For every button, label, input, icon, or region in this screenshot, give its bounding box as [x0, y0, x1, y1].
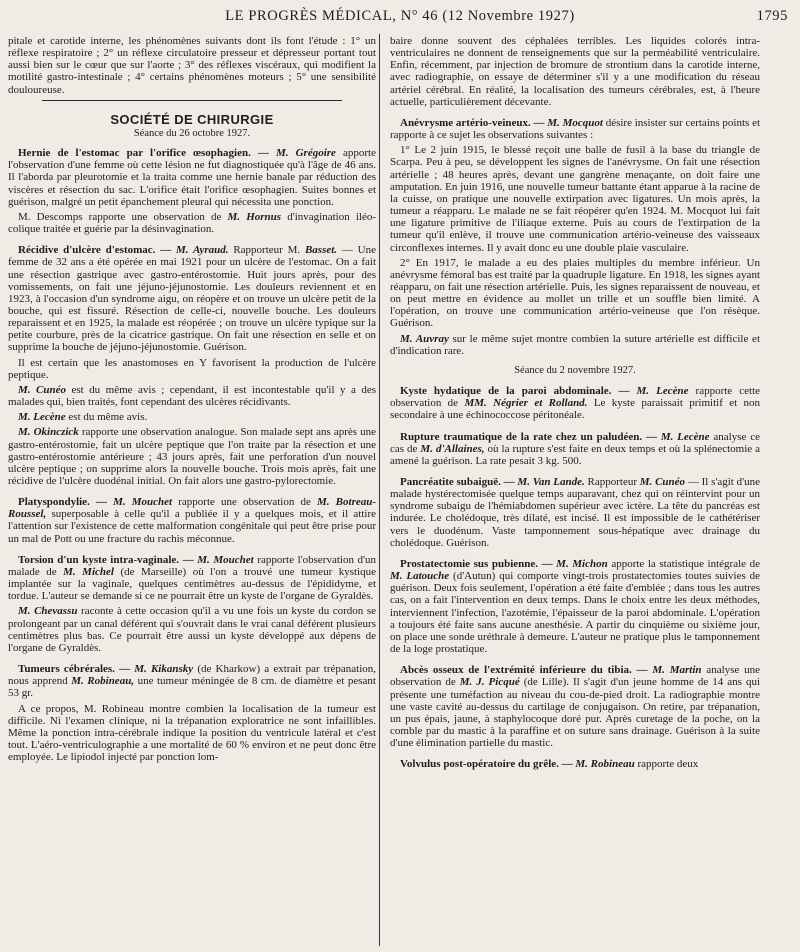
- article-text: une tumeur méningée de 8 cm. de diamètre et pesant 53 gr.: [8, 675, 376, 700]
- article-paragraph: [390, 558, 760, 655]
- author-name: M. Mouchet: [113, 496, 173, 509]
- article-paragraph: [390, 431, 760, 467]
- article-paragraph: [8, 244, 376, 353]
- session-date: Séance du 26 octobre 1927.: [133, 127, 251, 139]
- author-name: M. Lecène: [18, 411, 66, 424]
- article-heading: Prostatectomie sus pubienne. —: [400, 557, 553, 570]
- reporter-name: Basset.: [304, 244, 338, 257]
- author-name: M. Cunéo: [639, 476, 686, 488]
- author-name: M. Mocquot: [547, 116, 603, 129]
- column-divider: [379, 34, 380, 946]
- author-name: M. Auvray: [400, 332, 449, 345]
- author-name: M. d'Allaines,: [420, 442, 485, 455]
- author-name: M. J. Picqué: [459, 676, 520, 689]
- article-heading: Kyste hydatique de la paroi abdominale. —: [400, 385, 630, 398]
- article-text: (d'Autun) qui comporte vingt-trois prostatectomies toutes suivies de guérison. Deux fois seulement, l'opération a été faite d'emblée ; dans tous les autres cas, on a fait l'intervention en deux temps. Dans le choix entre les deux méthodes, interviennent l'infection, l'azotémie, l'épaisseur de la paroi abdominale. L'opération a toujours été faite sans aucune anesthésie. A partir du cinquième ou sixième jour, on place une sonde uréthrale à demeure. L'auteur ne pratique plus le tamponnement de la loge prostatique.: [390, 570, 761, 656]
- article-text: (de Marseille) où l'on a trouvé une tumeur kystique implantée sur la vaginale, quelques centimètres au-dessus de l'épididyme, et tordue. L'auteur se demande si ce ne pourrait être un kyste de l'organe de Gyraldès.: [8, 565, 376, 603]
- right-column: [390, 35, 760, 773]
- continued-paragraph: baire donne souvent des céphalées terribles. Les liquides colorés intra-ventriculaires ne donnent de renseignements que sur la perméabilité ventriculaire. Enfin, récemment, par injection de bromure de strontium dans la carotide interne, avec radiographie, on essaye de déterminer s'il y a une modification du réseau artériel cérébral. En réalité, la localisation des tumeurs cérébrales, est, à l'heure actuelle, particulièrement décevante.: [390, 35, 760, 108]
- article-text: — Une femme de 32 ans a été opérée en mai 1921 pour un ulcère de l'estomac. On a fait une résection gastrique avec gastro-entérostomie. Huit jours après, pour des vomissements, on fait une jéjuno-jéjunostomie. Les douleurs reviennent et en 1923, à l'occasion d'un syndrome aigu, on réopère et on trouve un ulcère petit de la bouche, qui est fissuré. Résection de celle-ci, nouvelle bouche. Les douleurs reparaissent et en 1925, la malade est réopérée ; on trouve un ulcère typique sur la petite courbure, près de la cicatrice gastrique. On fait une résection en selle et on supprime la bouche de jéjuno-jéjunostomie. Guérison.: [8, 244, 377, 354]
- article-paragraph: [390, 664, 760, 749]
- article-paragraph: [8, 147, 376, 208]
- article-heading: Anévrysme artério-veineux. —: [400, 116, 545, 129]
- article-text: rapporte l'observation d'un malade de: [8, 553, 377, 578]
- article-paragraph: [390, 476, 760, 549]
- article-text: où la rupture s'est faite en deux temps et où la splénectomie a amené la guérison. La rate pesait 3 kg. 500.: [390, 442, 761, 467]
- article-heading: Tumeurs cébrérales. —: [18, 663, 131, 676]
- article-heading: Pancréatite subaiguë. —: [400, 476, 515, 488]
- author-name: M. Botreau-Roussel,: [8, 496, 377, 521]
- session-date: Séance du 2 novembre 1927.: [514, 364, 636, 376]
- author-name: M. Hornus: [227, 210, 282, 223]
- article-heading: Récidive d'ulcère d'estomac. —: [18, 244, 172, 257]
- article-text: rapporte une observation de: [178, 496, 311, 509]
- article-paragraph: [8, 605, 376, 654]
- article-heading: Torsion d'un kyste intra-vaginale. —: [18, 553, 194, 566]
- article-heading: Volvulus post-opératoire du grêle. —: [400, 758, 573, 771]
- article-text: est du même avis ; cependant, il est incontestable qu'il y a des malades qui, bien traités, font cependant des ulcères récidivants.: [8, 383, 376, 409]
- article-text: rapporte cette observation de: [390, 385, 761, 410]
- article-paragraph: [8, 411, 376, 423]
- article-text: Le kyste paraissait primitif et non secondaire à une échinococcose péritonéale.: [390, 397, 761, 422]
- author-name: M. Latouche: [390, 570, 450, 583]
- author-name: M. Chevassu: [18, 605, 78, 618]
- article-text: analyse une observation de: [390, 664, 760, 689]
- author-name: M. Michon: [556, 557, 608, 570]
- article-paragraph: A ce propos, M. Robineau montre combien la localisation de la tumeur est difficile. Ni l'examen clinique, ni la trépanation exploratrice ne sont infaillibles. Même la ponction intra-cérébrale indique la position du ventricule latéral et c'est tout. L'aéro-ventriculographie a une mortalité de 60 % environ et ne peut donc être employée. Le lipiodol injecté par ponction lom-: [8, 702, 376, 764]
- author-name: M. Kikansky: [134, 663, 194, 676]
- article-text: (de Lille). Il s'agit d'un jeune homme de 14 ans qui présente une tuméfaction au niveau du cou-de-pied droit. La radiographie montre une vaste cavité au-dessus du cartilage de conjugaison. On retire, par trépanation, un pus épais, jaune, à staphylocoque doré pur. Après curetage de la poche, on la comble par du mastic à la paraffine et on suture sans drainage. Guérison à la suite d'une élimination partielle du mastic.: [390, 676, 760, 750]
- article-text: analyse ce cas de: [390, 430, 760, 455]
- article-text: désire insister sur certains points et rapporte à ce sujet les observations suivantes :: [390, 116, 761, 142]
- article-text: rapporte deux: [637, 758, 699, 771]
- article-paragraph: [8, 554, 376, 603]
- article-paragraph: [8, 384, 376, 408]
- article-text: apporte l'observation d'une femme où cette lésion ne fut diagnostiquée qu'à l'âge de 46 ans. Il l'aborda par pleurotomie et la traita comme une hernie banale par réduction des viscères et résection du sac. L'orifice était l'orifice œsophagien. Suites bonnes et guérison, malgré un petit épanchement pleural qui nécessita une ponction.: [8, 147, 376, 208]
- article-paragraph: [8, 426, 376, 487]
- article-text: (de Kharkow) a extrait par trépanation, nous apprend: [8, 663, 377, 688]
- journal-title: LE PROGRÈS MÉDICAL, N° 46 (12 Novembre 1927): [225, 8, 575, 24]
- article-text: est du même avis.: [68, 411, 148, 424]
- article-paragraph: [390, 333, 760, 357]
- article-text: M. Descomps rapporte une observation de: [18, 210, 222, 223]
- author-name: M. Robineau,: [71, 675, 135, 688]
- article-text: Rapporteur: [587, 476, 637, 488]
- section-title: SOCIÉTÉ DE CHIRURGIE: [110, 111, 274, 127]
- article-text: rapporte une observation analogue. Son malade sept ans après une gastro-entérostomie, fait un ulcère peptique que l'on traite par la résection et une gastro-entérostomie antérieure ; 43 jours après, fait une perforation d'un nouvel ulcère peptique ; on supprime alors la nouvelle bouche. Trois mois après, fait une récidive de l'ulcère duodénal initial. On fait alors une gastro-pylorectomie.: [8, 426, 377, 487]
- author-name: M. Ayraud.: [176, 244, 229, 257]
- article-heading: Platyspondylie. —: [18, 496, 107, 509]
- author-name: M. Martin: [652, 664, 702, 677]
- author-name: M. Cunéo: [18, 383, 66, 396]
- article-paragraph: 1° Le 2 juin 1915, le blessé reçoit une balle de fusil à la base du triangle de Scarpa. Peu à peu, se développent les signes de l'anévrysme. On fait une résection artérielle ; 48 heures après, devant une gangrène menaçante, on doit faire une amputation. En juin 1916, une nouvelle tumeur battante étant apparue à la racine de la cuisse, on pratique une nouvelle extirpation avec ligatures. Un mois après, la tumeur a réapparu. Le malade ne se fait réopérer qu'en 1924. M. Mocquot lui fait une ligature primitive de l'iliaque externe. Puis au cours de l'extirpation de la tumeur qu'il enlève, il trouve une communication artério-veineuse des vaisseaux circonflexes internes. Il y avait donc eu une double plaie vasculaire.: [390, 144, 760, 254]
- author-name: M. Michel: [63, 565, 114, 578]
- article-text: — Il s'agit d'une malade hystérectomisée quelque temps auparavant, chez qui on réintervint pour un syndrome subaigu de l'hémiabdomen supérieur avec ictère. La tête du pancréas est indurée. Le cholédoque, très dilaté, est incisé. Il est impossible de le cathétériser vers le duodénum. Vaste tamponnement sous-hépatique avec drainage du cholédoque. Guérison.: [390, 476, 760, 549]
- author-name: M. Mouchet: [197, 553, 254, 566]
- section-rule: [42, 100, 342, 101]
- article-paragraph: [390, 385, 760, 421]
- author-name: M. Lecène: [660, 430, 710, 443]
- running-header: [0, 8, 800, 26]
- author-name: M. Okinczick: [18, 426, 79, 439]
- article-paragraph: [390, 117, 760, 141]
- article-paragraph: 2° En 1917, le malade a eu des plaies multiples du membre inférieur. Un anévrysme fémoral bas est traité par la quadruple ligature. En 1918, les signes ayant réapparu, on fait une résection artérielle. Puis, les signes reparaissent de nouveau, et on peut mettre en évidence au mollet un trille et un souffle bien limité. A l'opération, on trouve une communication artério-veineuse que l'on résèque. Guérison.: [390, 256, 760, 330]
- page-number: 1795: [756, 8, 788, 24]
- article-heading: Rupture traumatique de la rate chez un paludéen. —: [400, 430, 657, 443]
- article-text: d'invagination iléo-colique traitée et guérie par la désinvagination.: [8, 210, 377, 236]
- article-paragraph: Il est certain que les anastomoses en Y favorisent la production de l'ulcère peptique.: [8, 356, 376, 381]
- author-name: MM. Négrier et Rolland.: [464, 397, 588, 410]
- continued-paragraph: pitale et carotide interne, les phénomènes suivants dont ils font l'étude : 1° un réflexe respiratoire ; 2° un réflexe circulatoire presseur et dépresseur portant tout aussi bien sur le cœur que sur l'aorte ; 3° des réflexes viscéraux, qui modifient la motilité gastro-intestinale ; 4° certains phénomènes moteurs ; 5° une sensibilité douloureuse.: [8, 35, 376, 96]
- article-text: raconte à cette occasion qu'il a vu une fois un kyste du cordon se prolongeant par un canal déférent qui s'ouvrait dans le vrai canal déférent plusieurs centimètres plus bas. Ce pourrait être aussi un kyste développé aux dépens de l'organe de Gyraldès.: [8, 605, 377, 654]
- article-paragraph: [8, 496, 376, 545]
- article-paragraph: [8, 663, 376, 699]
- author-name: M. Van Lande.: [517, 476, 585, 488]
- author-name: M. Robineau: [575, 758, 635, 771]
- left-column: [8, 35, 376, 766]
- article-paragraph: [390, 758, 760, 770]
- article-text: sur le même sujet montre combien la suture artérielle est difficile et d'indication rare.: [390, 332, 760, 357]
- article-heading: Hernie de l'estomac par l'orifice œsophagien. —: [18, 147, 269, 160]
- author-name: M. Grégoire: [276, 147, 336, 160]
- article-text: superposable à celle qu'il a publiée il y a quelques mois, et il attire l'attention sur l'existence de cette malformation congénitale qui peut être prise pour un mal de Pott ou une fracture du rachis méconnue.: [8, 508, 377, 545]
- article-heading: Abcès osseux de l'extrémité inférieure du tibia. —: [400, 664, 648, 677]
- article-text: apporte la statistique intégrale de: [611, 557, 760, 570]
- author-name: M. Lecène: [636, 385, 689, 398]
- article-text: Rapporteur M.: [233, 244, 301, 257]
- article-paragraph: [8, 211, 376, 235]
